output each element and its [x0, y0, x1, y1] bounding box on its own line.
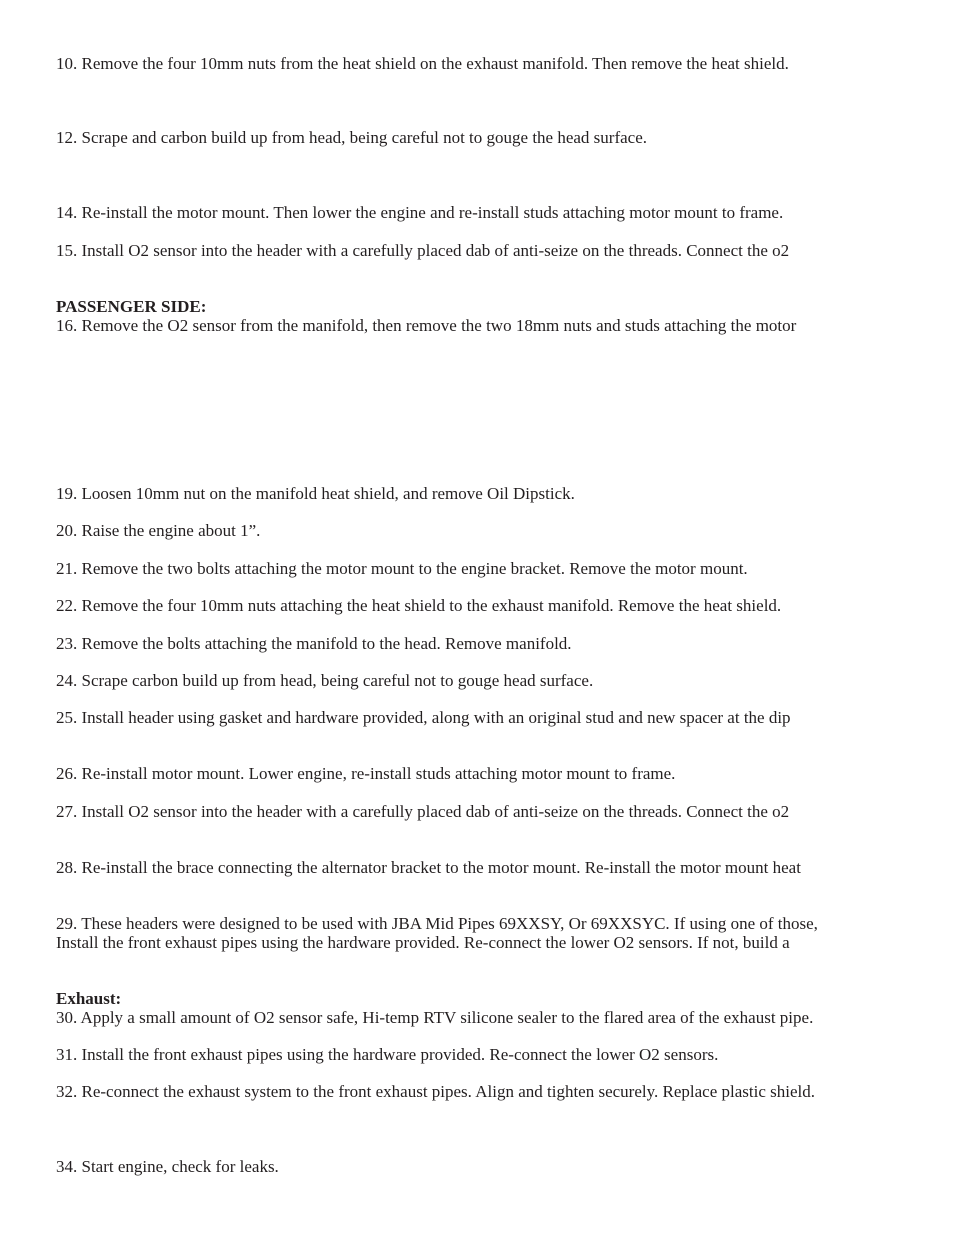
step-16: 16. Remove the O2 sensor from the manifold, then remove the two 18mm nuts and studs attaching the motor: [56, 316, 797, 335]
step-29: 29. These headers were designed to be used with JBA Mid Pipes 69XXSY, Or 69XXSYC. If using one of those,: [56, 914, 818, 933]
step-15: 15. Install O2 sensor into the header with a carefully placed dab of anti-seize on the threads. Connect the o2: [56, 241, 790, 260]
step-26: 26. Re-install motor mount. Lower engine, re-install studs attaching motor mount to frame.: [56, 764, 676, 783]
step-31: 31. Install the front exhaust pipes using the hardware provided. Re-connect the lower O2 sensors.: [56, 1045, 719, 1064]
step-23: 23. Remove the bolts attaching the manifold to the head. Remove manifold.: [56, 634, 572, 653]
step-22: 22. Remove the four 10mm nuts attaching the heat shield to the exhaust manifold. Remove the heat shield.: [56, 596, 782, 615]
step-27: 27. Install O2 sensor into the header with a carefully placed dab of anti-seize on the threads. Connect the o2: [56, 802, 790, 821]
section-heading-exhaust: Exhaust:: [56, 989, 122, 1008]
step-25: 25. Install header using gasket and hardware provided, along with an original stud and new spacer at the dip: [56, 708, 791, 727]
step-12: 12. Scrape and carbon build up from head, being careful not to gouge the head surface.: [56, 128, 648, 147]
step-20: 20. Raise the engine about 1”.: [56, 521, 261, 540]
step-29-continued: Install the front exhaust pipes using the hardware provided. Re-connect the lower O2 sensors. If not, build a: [56, 933, 790, 952]
step-24: 24. Scrape carbon build up from head, being careful not to gouge head surface.: [56, 671, 594, 690]
step-34: 34. Start engine, check for leaks.: [56, 1157, 279, 1176]
step-10: 10. Remove the four 10mm nuts from the heat shield on the exhaust manifold. Then remove the heat shield.: [56, 54, 789, 73]
step-32: 32. Re-connect the exhaust system to the front exhaust pipes. Align and tighten securely. Replace plastic shield.: [56, 1082, 815, 1101]
step-28: 28. Re-install the brace connecting the alternator bracket to the motor mount. Re-install the motor mount heat: [56, 858, 801, 877]
step-30: 30. Apply a small amount of O2 sensor safe, Hi-temp RTV silicone sealer to the flared area of the exhaust pipe.: [56, 1008, 814, 1027]
step-21: 21. Remove the two bolts attaching the motor mount to the engine bracket. Remove the motor mount.: [56, 559, 748, 578]
section-heading-passenger-side: PASSENGER SIDE:: [56, 297, 207, 316]
step-14: 14. Re-install the motor mount. Then lower the engine and re-install studs attaching motor mount to frame.: [56, 203, 784, 222]
step-19: 19. Loosen 10mm nut on the manifold heat shield, and remove Oil Dipstick.: [56, 484, 575, 503]
